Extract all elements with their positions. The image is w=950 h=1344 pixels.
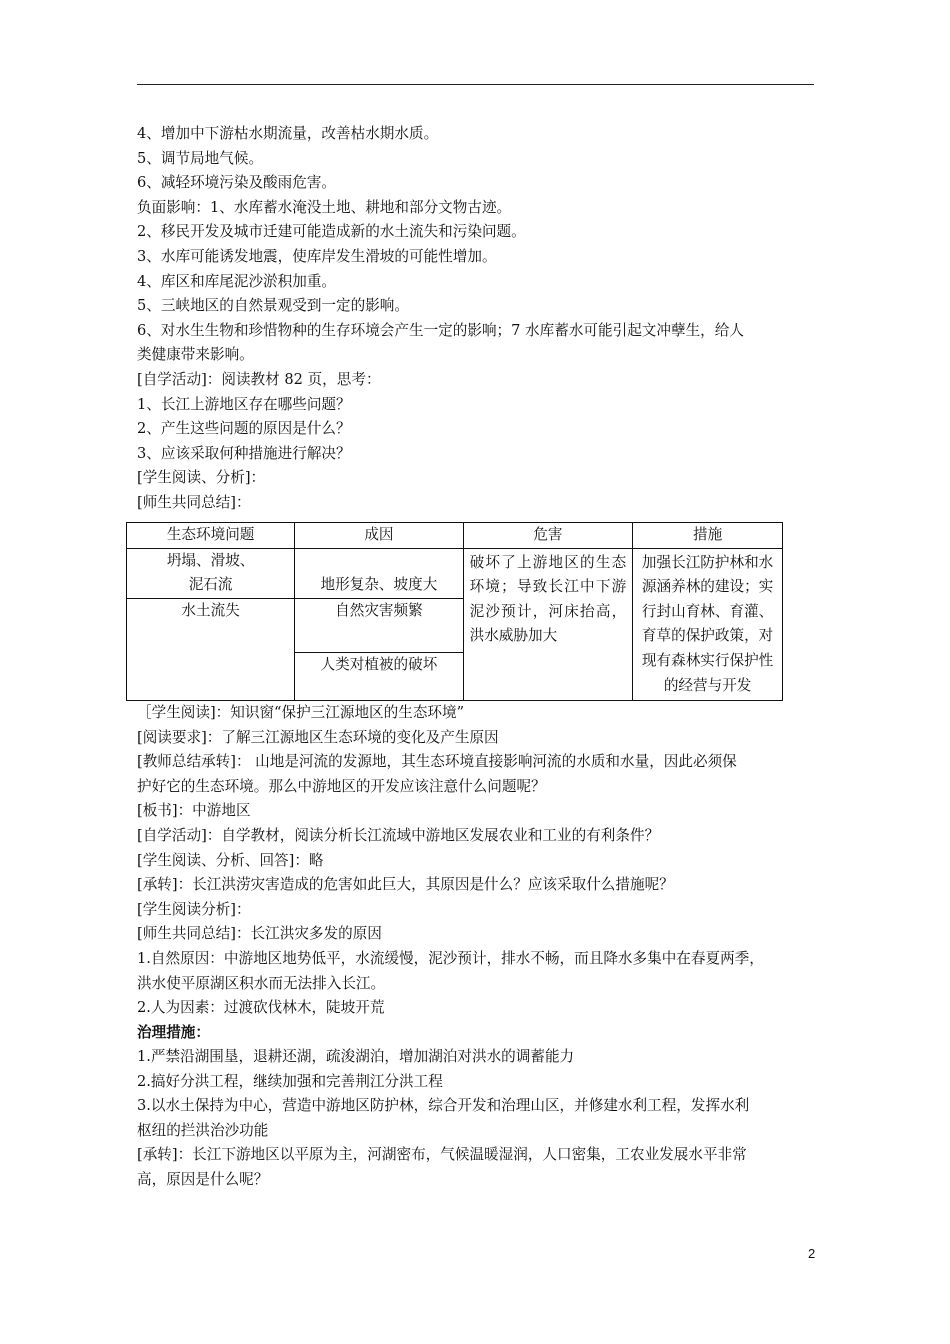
cell-measure: 加强长江防护林和水源涵养林的建设；实行封山育林、育灌、育草的保护政策，对现有森林实行保护性的经营与开发 (633, 548, 783, 701)
eco-problem-table (126, 522, 783, 701)
text-line: [师生共同总结]：长江洪灾多发的原因 (137, 925, 382, 943)
text-line: [学生阅读分析]： (137, 900, 251, 918)
text-line: 高，原因是什么呢？ (137, 1170, 269, 1188)
text-line: [师生共同总结]： (137, 493, 251, 511)
text-line: [学生阅读、分析、回答]：略 (137, 851, 324, 869)
header-measure: 措施 (633, 523, 783, 549)
text-line: 5、调节局地气候。 (137, 149, 264, 167)
cell-problem-landslide: 坍塌、滑坡、泥石流 (127, 548, 295, 598)
text-line: 4、库区和库尾泥沙淤积加重。 (137, 272, 337, 290)
text-line: ［学生阅读]：知识窗“保护三江源地区的生态环境” (137, 704, 465, 721)
text-line: 3、应该采取何种措施进行解决？ (137, 444, 351, 462)
text-line: 3.以水土保持为中心，营造中游地区防护林，综合开发和治理山区，并修建水利工程，发挥水利 (137, 1097, 750, 1115)
cell-harm: 破坏了上游地区的生态环境；导致长江中下游泥沙预计，河床抬高，洪水威胁加大 (463, 548, 633, 701)
text-line: 5、三峡地区的自然景观受到一定的影响。 (137, 297, 409, 315)
text-line: 2.搞好分洪工程，继续加强和完善荆江分洪工程 (137, 1072, 443, 1090)
text-block-lower (137, 1045, 817, 1193)
text-line: 6、减轻环境污染及酸雨危害。 (137, 174, 337, 192)
text-line: 2、产生这些问题的原因是什么？ (137, 420, 351, 438)
table-row (127, 548, 783, 598)
page-number: 2 (808, 1246, 816, 1261)
text-line: [承转]：长江洪涝灾害造成的危害如此巨大，其原因是什么？应该采取什么措施呢？ (137, 876, 674, 894)
text-block-upper (137, 122, 817, 516)
cell-cause-human: 人类对植被的破坏 (295, 653, 463, 701)
section-heading: 治理措施： (137, 1023, 210, 1041)
cell-problem-erosion: 水土流失 (127, 598, 295, 700)
text-line: 枢纽的拦洪治沙功能 (137, 1121, 269, 1139)
text-line: [阅读要求]：了解三江源地区生态环境的变化及产生原因 (137, 728, 499, 746)
header-cause: 成因 (295, 523, 463, 549)
text-line: [教师总结承转]： 山地是河流的发源地，其生态环境直接影响河流的水质和水量，因此必须保 (137, 753, 737, 771)
text-line: 2.人为因素：过渡砍伐林木，陡坡开荒 (137, 999, 385, 1017)
text-line: [承转]：长江下游地区以平原为主，河湖密布，气候温暖湿润，人口密集，工农业发展水平非常 (137, 1146, 747, 1164)
header-rule (137, 84, 814, 85)
text-line: 1、长江上游地区存在哪些问题？ (137, 395, 351, 413)
text-line: [学生阅读、分析]： (137, 469, 266, 487)
text-line: [自学活动]：自学教材，阅读分析长江流域中游地区发展农业和工业的有利条件？ (137, 826, 660, 844)
text-line: 1.严禁沿湖围垦，退耕还湖，疏浚湖泊，增加湖泊对洪水的调蓄能力 (137, 1048, 575, 1065)
cell-cause-terrain: 地形复杂、坡度大 (295, 548, 463, 598)
cell-cause-disaster: 自然灾害频繁 (295, 598, 463, 652)
text-line: 3、水库可能诱发地震，使库岸发生滑坡的可能性增加。 (137, 247, 497, 265)
text-line: 类健康带来影响。 (137, 346, 254, 364)
table-header-row (127, 523, 783, 549)
text-line: 1.自然原因：中游地区地势低平，水流缓慢，泥沙预计，排水不畅，而且降水多集中在春夏两季， (137, 949, 764, 967)
text-line: 护好它的生态环境。那么中游地区的开发应该注意什么问题呢？ (137, 777, 546, 795)
text-line: [板书]：中游地区 (137, 802, 251, 820)
text-block-middle (137, 701, 817, 1045)
header-harm: 危害 (463, 523, 633, 549)
text-line: 负面影响：1、水库蓄水淹没土地、耕地和部分文物古迹。 (137, 198, 512, 216)
text-line: 4、增加中下游枯水期流量，改善枯水期水质。 (137, 125, 439, 142)
text-line: 2、移民开发及城市迁建可能造成新的水土流失和污染问题。 (137, 223, 526, 241)
text-line: [自学活动]：阅读教材 82 页，思考： (137, 370, 381, 388)
header-problem: 生态环境问题 (127, 523, 295, 549)
text-line: 洪水使平原湖区积水而无法排入长江。 (137, 974, 386, 992)
text-line: 6、对水生生物和珍惜物种的生存环境会产生一定的影响；7 水库蓄水可能引起文冲孽生，给人 (137, 321, 744, 339)
